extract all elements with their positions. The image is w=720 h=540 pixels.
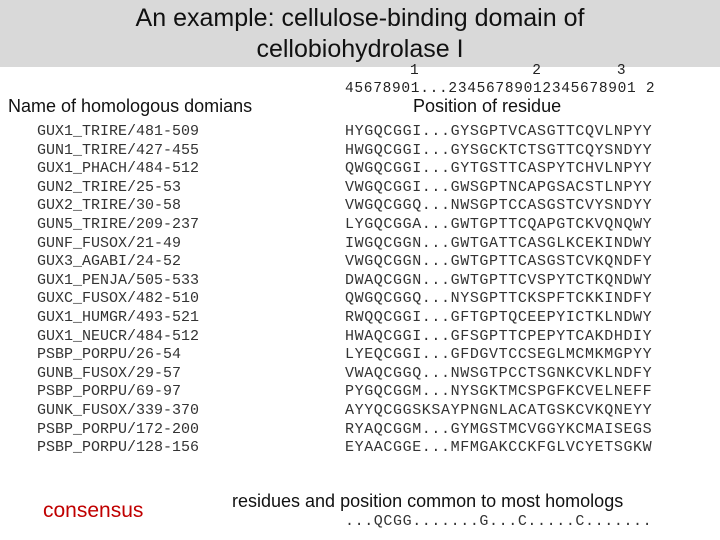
residue-sequence: RYAQCGGM...GYMGSTMCVGGYKCMAISEGS <box>345 420 653 438</box>
domain-name: GUX1_HUMGR/493-521 <box>37 308 200 326</box>
domain-name: GUN5_TRIRE/209-237 <box>37 215 200 233</box>
residue-sequence: AYYQCGGSKSAYPNGNLACATGSKCVKQNEYY <box>345 401 653 419</box>
slide-title-line-1: An example: cellulose-binding domain of <box>135 4 585 32</box>
domain-name: PSBP_PORPU/128-156 <box>37 439 200 457</box>
domain-name-list <box>37 123 199 458</box>
domain-name: GUXC_FUSOX/482-510 <box>37 290 200 308</box>
domain-name: PSBP_PORPU/26-54 <box>37 346 182 364</box>
sequence-list <box>345 123 652 458</box>
consensus-caption: residues and position common to most homologs <box>232 491 624 511</box>
residue-sequence: HWAQCGGI...GFSGPTTCPEPYTCAKDHDIY <box>345 327 653 345</box>
domain-name: GUN1_TRIRE/427-455 <box>37 141 200 159</box>
position-column-label: Position of residue <box>413 96 562 116</box>
domain-name: GUX3_AGABI/24-52 <box>37 253 182 271</box>
names-column-label: Name of homologous domians <box>8 96 253 116</box>
residue-sequence: VWAQCGGQ...NWSGTPCCTSGNKCVKLNDFY <box>345 364 653 382</box>
residue-sequence: PYGQCGGM...NYSGKTMCSPGFKCVELNEFF <box>345 383 653 401</box>
residue-sequence: VWGQCGGN...GWTGPTTCASGSTCVKQNDFY <box>345 253 653 271</box>
residue-sequence: QWGQCGGQ...NYSGPTTCKSPFTCKKINDFY <box>345 290 653 308</box>
domain-name: GUX1_PHACH/484-512 <box>37 160 200 178</box>
residue-sequence: RWQQCGGI...GFTGPTQCEEPYICTKLNDWY <box>345 308 653 326</box>
position-ruler-tens: 1 2 3 <box>410 63 627 79</box>
residue-sequence: HYGQCGGI...GYSGPTVCASGTTCQVLNPYY <box>345 123 653 140</box>
residue-sequence: VWGQCGGI...GWSGPTNCAPGSACSTLNPYY <box>345 178 653 196</box>
domain-name: GUNF_FUSOX/21-49 <box>37 234 182 252</box>
domain-name: GUX2_TRIRE/30-58 <box>37 197 182 215</box>
position-ruler-digits: 45678901...23456789012345678901 2 <box>345 81 656 97</box>
domain-name: PSBP_PORPU/69-97 <box>37 383 182 401</box>
domain-name: GUX1_NEUCR/484-512 <box>37 327 200 345</box>
domain-name: GUN2_TRIRE/25-53 <box>37 178 182 196</box>
consensus-sequence: ...QCGG.......G...C.....C....... <box>345 513 653 530</box>
domain-name: GUX1_PENJA/505-533 <box>37 271 200 289</box>
residue-sequence: IWGQCGGN...GWTGATTCASGLKCEKINDWY <box>345 234 653 252</box>
residue-sequence: VWGQCGGQ...NWSGPTCCASGSTCVYSNDYY <box>345 197 653 215</box>
residue-sequence: EYAACGGE...MFMGAKCCKFGLVCYETSGKW <box>345 439 653 457</box>
consensus-label: consensus <box>43 499 144 522</box>
domain-name: PSBP_PORPU/172-200 <box>37 420 200 438</box>
slide-title-line-2: cellobiohydrolase I <box>256 35 464 63</box>
residue-sequence: DWAQCGGN...GWTGPTTCVSPYTCTKQNDWY <box>345 271 653 289</box>
residue-sequence: LYEQCGGI...GFDGVTCCSEGLMCMKMGPYY <box>345 346 653 364</box>
residue-sequence: HWGQCGGI...GYSGCKTCTSGTTCQYSNDYY <box>345 141 653 159</box>
residue-sequence: LYGQCGGA...GWTGPTTCQAPGTCKVQNQWY <box>345 215 653 233</box>
domain-name: GUNK_FUSOX/339-370 <box>37 401 200 419</box>
domain-name: GUX1_TRIRE/481-509 <box>37 123 200 140</box>
domain-name: GUNB_FUSOX/29-57 <box>37 364 182 382</box>
residue-sequence: QWGQCGGI...GYTGSTTCASPYTCHVLNPYY <box>345 160 653 178</box>
